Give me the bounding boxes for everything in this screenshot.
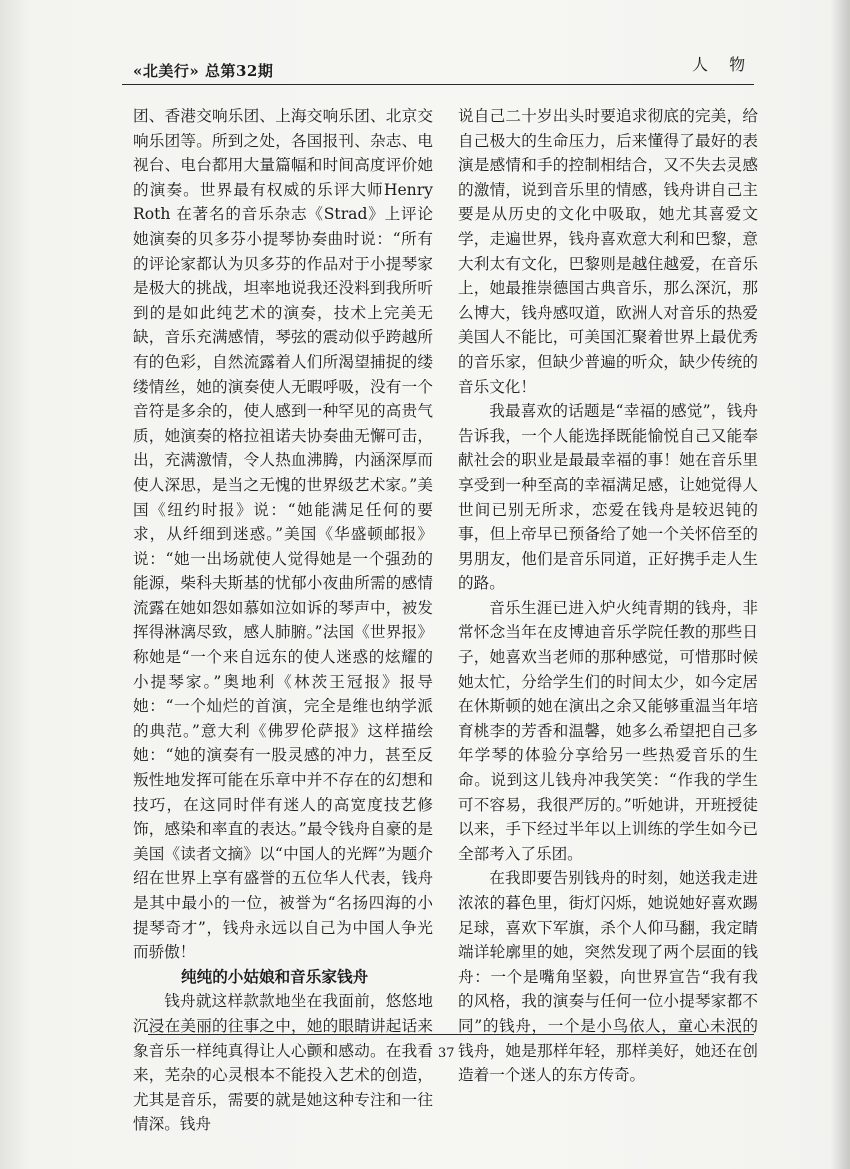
right-paragraph-3: 音乐生涯已进入炉火纯青期的钱舟，非常怀念当年在皮博迪音乐学院任教的那些日子，她喜欢当老师的那种感觉，可惜那时候她太忙，分给学生们的时间太少，如今定居在休斯顿的她在演出之余又能够重温当年培育桃李的芳香和温馨，她多么希望把自己多年学琴的体验分享给另一些热爱音乐的生命。说到这儿钱舟冲我笑笑：“作我的学生可不容易，我很严厉的。”听她讲，开班授徒以来，手下经过半年以上训练的学生如今已全部考入了乐团。 [458,598,758,863]
article-subtitle: 纯纯的小姑娘和音乐家钱舟 [181,966,369,986]
header-rule [122,84,754,85]
right-paragraph-4: 在我即要告别钱舟的时刻，她送我走进浓浓的暮色里，街灯闪烁，她说她好喜欢踢足球，喜欢下军旗，杀个人仰马翻，我定睛端详轮廓里的她，突然发现了两个层面的钱舟：一个是嘴角坚毅，向世界宣告“我有我的风格，我的演奏与任何一位小提琴家都不同”的钱舟，一个是小鸟依人，童心未泯的钱舟，她是那样年轻，那样美好，她还在创造着一个迷人的东方传奇。 [458,869,758,1085]
footer-rule [148,1034,754,1035]
magazine-issue-header: «北美行» 总第32期 [133,62,274,80]
right-paragraph-2: 我最喜欢的话题是“幸福的感觉”，钱舟告诉我，一个人能选择既能愉悦自己又能奉献社会的职业是最最幸福的事！她在音乐里享受到一种至高的幸福满足感，让她觉得人世间已别无所求，恋爱在钱舟是较迟钝的事，但上帝早已预备给了她一个关怀倍至的男朋友，他们是音乐同道，正好携手走人生的路。 [458,402,758,593]
left-paragraph-1: 团、香港交响乐团、上海交响乐团、北京交响乐团等。所到之处，各国报刊、杂志、电视台、电台都用大量篇幅和时间高度评价她的演奏。世界最有权威的乐评大师Henry Roth 在著名的音乐杂志《Strad》上评论她演奏的贝多芬小提琴协奏曲时说：“所有的评论家都认为贝多芬的作品对于小提琴家是极大的挑战，坦率地说我还没料到我所听到的是如此纯艺术的演奏，技术上完美无缺，音乐充满感情，琴弦的震动似乎跨越所有的色彩，自然流露着人们所渴望捕捉的缕缕情丝，她的演奏使人无暇呼吸，没有一个音符是多余的，使人感到一种罕见的高贵气质，她演奏的格拉祖诺夫协奏曲无懈可击，出，充满激情，令人热血沸腾，内涵深厚而使人深思，是当之无愧的世界级艺术家。”美国《纽约时报》说：“她能满足任何的要求，从纤细到迷惑。”美国《华盛顿邮报》说：“她一出场就使人觉得她是一个强劲的能源，柴科夫斯基的忧郁小夜曲所需的感情流露在她如怨如慕如泣如诉的琴声中，被发挥得淋漓尽致，感人肺腑。”法国《世界报》称她是“一个来自远东的使人迷惑的炫耀的小提琴家。”奥地利《林茨王冠报》报导她：“一个灿烂的首演，完全是维也纳学派的典范。”意大利《佛罗伦萨报》这样描绘她：“她的演奏有一股灵感的冲力，甚至反叛性地发挥可能在乐章中并不存在的幻想和技巧，在这同时伴有迷人的高宽度技艺修饰，感染和率直的表达。”最令钱舟自豪的是美国《读者文摘》以“中国人的光辉”为题介绍在世界上享有盛誉的五位华人代表，钱舟是其中最小的一位，被誉为“名扬四海的小提琴奇才”，钱舟永远以自己为中国人争光而骄傲！ [133,107,433,962]
left-column [133,104,433,1137]
section-title: 人 物 [692,55,754,74]
page-edge-shadow [830,0,850,1169]
right-paragraph-1: 说自己二十岁出头时要追求彻底的完美，给自己极大的生命压力，后来懂得了最好的表演是感情和手的控制相结合，又不失去灵感的激情，说到音乐里的情感，钱舟讲自己主要是从历史的文化中吸取，她尤其喜爱文学，走遍世界，钱舟喜欢意大利和巴黎，意大利太有文化，巴黎则是越住越爱，在音乐上，她最推崇德国古典音乐，那么深沉，那么博大，钱舟感叹道，欧洲人对音乐的热爱美国人不能比，可美国汇聚着世界上最优秀的音乐家，但缺少普遍的听众，缺少传统的音乐文化！ [458,107,758,396]
left-paragraph-2: 钱舟就这样款款地坐在我面前，悠悠地沉浸在美丽的往事之中，她的眼睛讲起话来象音乐一样纯真得让人心颤和感动。在我看来，芜杂的心灵根本不能投入艺术的创造，尤其是音乐，需要的就是她这种专注和一往情深。钱舟 [133,992,433,1134]
right-column [458,104,758,1088]
page-number: 37 [438,1046,455,1061]
